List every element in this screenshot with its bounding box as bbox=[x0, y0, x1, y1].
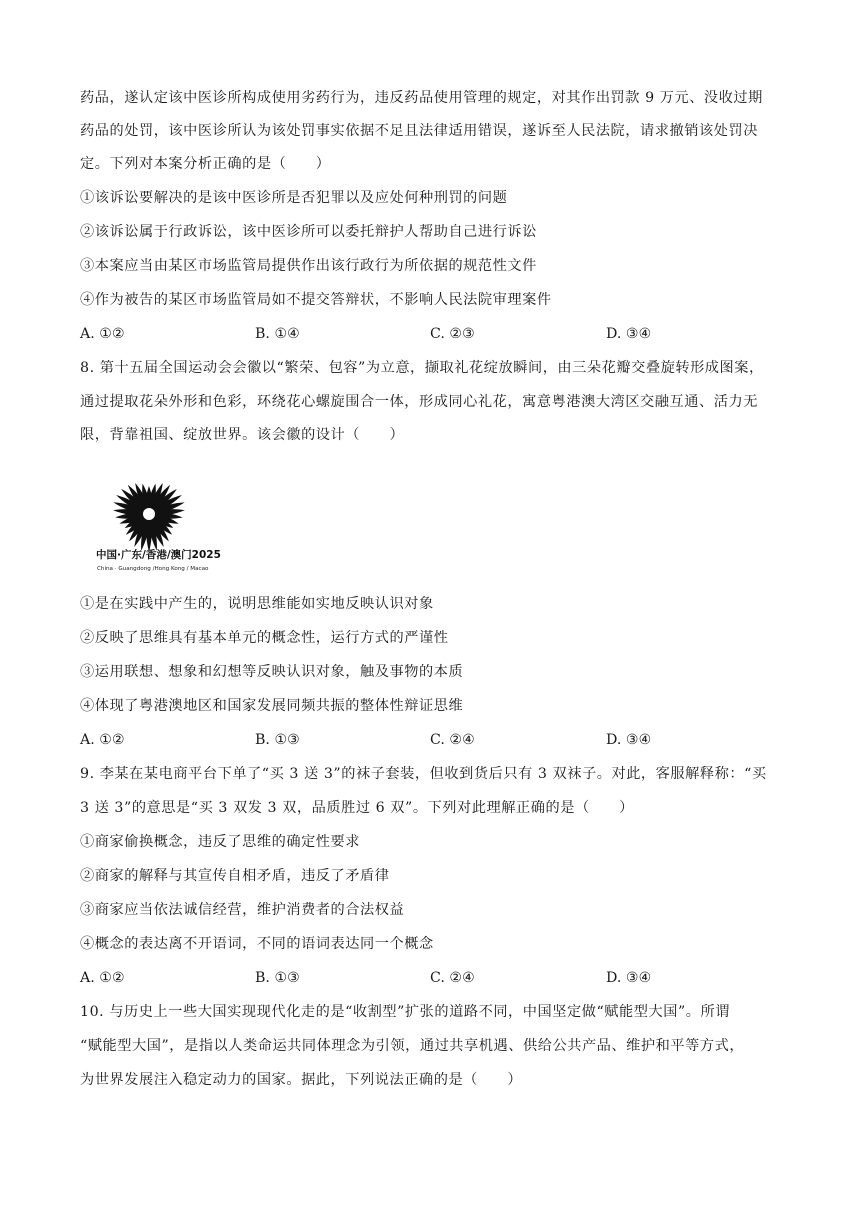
q7-option-c[interactable]: C. ②③ bbox=[430, 326, 475, 342]
q8-option-c[interactable]: C. ②④ bbox=[430, 732, 475, 748]
q10-stem-line-1: 10. 与历史上一些大国实现现代化走的是“收割型”扩张的道路不同，中国坚定做“赋能型大国”。所谓 bbox=[80, 1004, 730, 1020]
q9-option-b[interactable]: B. ①③ bbox=[255, 970, 300, 986]
q9-option-d[interactable]: D. ③④ bbox=[606, 970, 652, 986]
q7-statement-3: ③本案应当由某区市场监管局提供作出该行政行为所依据的规范性文件 bbox=[80, 258, 537, 274]
q7-stem-line-3: 定。下列对本案分析正确的是（ ） bbox=[80, 156, 331, 172]
q9-statement-3: ③商家应当依法诚信经营，维护消费者的合法权益 bbox=[80, 902, 405, 918]
q8-statement-3: ③运用联想、想象和幻想等反映认识对象，触及事物的本质 bbox=[80, 664, 464, 680]
q7-option-b[interactable]: B. ①④ bbox=[255, 326, 300, 342]
q7-option-a[interactable]: A. ①② bbox=[80, 326, 125, 342]
flower-emblem-icon bbox=[94, 464, 244, 576]
q9-stem-line-1: 9. 李某在某电商平台下单了“买 3 送 3”的袜子套装，但收到货后只有 3 双袜子。对此，客服解释称：“买 bbox=[80, 766, 767, 782]
q10-stem-line-3: 为世界发展注入稳定动力的国家。据此，下列说法正确的是（ ） bbox=[80, 1072, 523, 1088]
q9-statement-2: ②商家的解释与其宣传自相矛盾，违反了矛盾律 bbox=[80, 868, 390, 884]
q7-statement-1: ①该诉讼要解决的是该中医诊所是否犯罪以及应处何种刑罚的问题 bbox=[80, 190, 508, 206]
emblem-caption-en: China · Guangdong /Hong Kong / Macao bbox=[97, 566, 209, 572]
q8-stem-line-3: 限，背靠祖国、绽放世界。该会徽的设计（ ） bbox=[80, 427, 405, 443]
q7-stem-line-2: 药品的处罚，该中医诊所认为该处罚事实依据不足且法律适用错误，遂诉至人民法院，请求撤销该处罚决 bbox=[80, 123, 758, 139]
emblem-caption-cn: 中国·广东/香港/澳门2025 bbox=[96, 549, 221, 561]
emblem-center bbox=[143, 508, 155, 520]
q7-option-d[interactable]: D. ③④ bbox=[606, 326, 652, 342]
q8-option-a[interactable]: A. ①② bbox=[80, 732, 125, 748]
q8-statement-2: ②反映了思维具有基本单元的概念性，运行方式的严谨性 bbox=[80, 630, 449, 646]
q9-statement-1: ①商家偷换概念，违反了思维的确定性要求 bbox=[80, 834, 361, 850]
q9-option-a[interactable]: A. ①② bbox=[80, 970, 125, 986]
q9-option-c[interactable]: C. ②④ bbox=[430, 970, 475, 986]
q8-stem-line-1: 8. 第十五届全国运动会会徽以“繁荣、包容”为立意，撷取礼花绽放瞬间，由三朵花瓣交叠旋转形成图案， bbox=[80, 360, 764, 376]
q7-stem-line-1: 药品，遂认定该中医诊所构成使用劣药行为，违反药品使用管理的规定，对其作出罚款 9 万元、没收过期 bbox=[80, 90, 763, 106]
q8-stem-line-2: 通过提取花朵外形和色彩，环绕花心螺旋围合一体，形成同心礼花，寓意粤港澳大湾区交融互通、活力无 bbox=[80, 394, 758, 410]
q8-option-d[interactable]: D. ③④ bbox=[606, 732, 652, 748]
q9-options bbox=[80, 968, 780, 988]
games-emblem-image bbox=[94, 464, 244, 576]
q9-stem-line-2: 3 送 3”的意思是“买 3 双发 3 双，品质胜过 6 双”。下列对此理解正确的是（ ） bbox=[80, 800, 634, 816]
q7-options bbox=[80, 324, 780, 344]
q8-option-b[interactable]: B. ①③ bbox=[255, 732, 300, 748]
q10-stem-line-2: “赋能型大国”，是指以人类命运共同体理念为引领，通过共享机遇、供给公共产品、维护和平等方式， bbox=[80, 1038, 745, 1054]
q7-statement-2: ②该诉讼属于行政诉讼，该中医诊所可以委托辩护人帮助自己进行诉讼 bbox=[80, 224, 537, 240]
q7-statement-4: ④作为被告的某区市场监管局如不提交答辩状，不影响人民法院审理案件 bbox=[80, 292, 552, 308]
q8-statement-4: ④体现了粤港澳地区和国家发展同频共振的整体性辩证思维 bbox=[80, 698, 464, 714]
q9-statement-4: ④概念的表达离不开语词，不同的语词表达同一个概念 bbox=[80, 936, 434, 952]
q8-statement-1: ①是在实践中产生的，说明思维能如实地反映认识对象 bbox=[80, 596, 434, 612]
q8-options bbox=[80, 730, 780, 750]
